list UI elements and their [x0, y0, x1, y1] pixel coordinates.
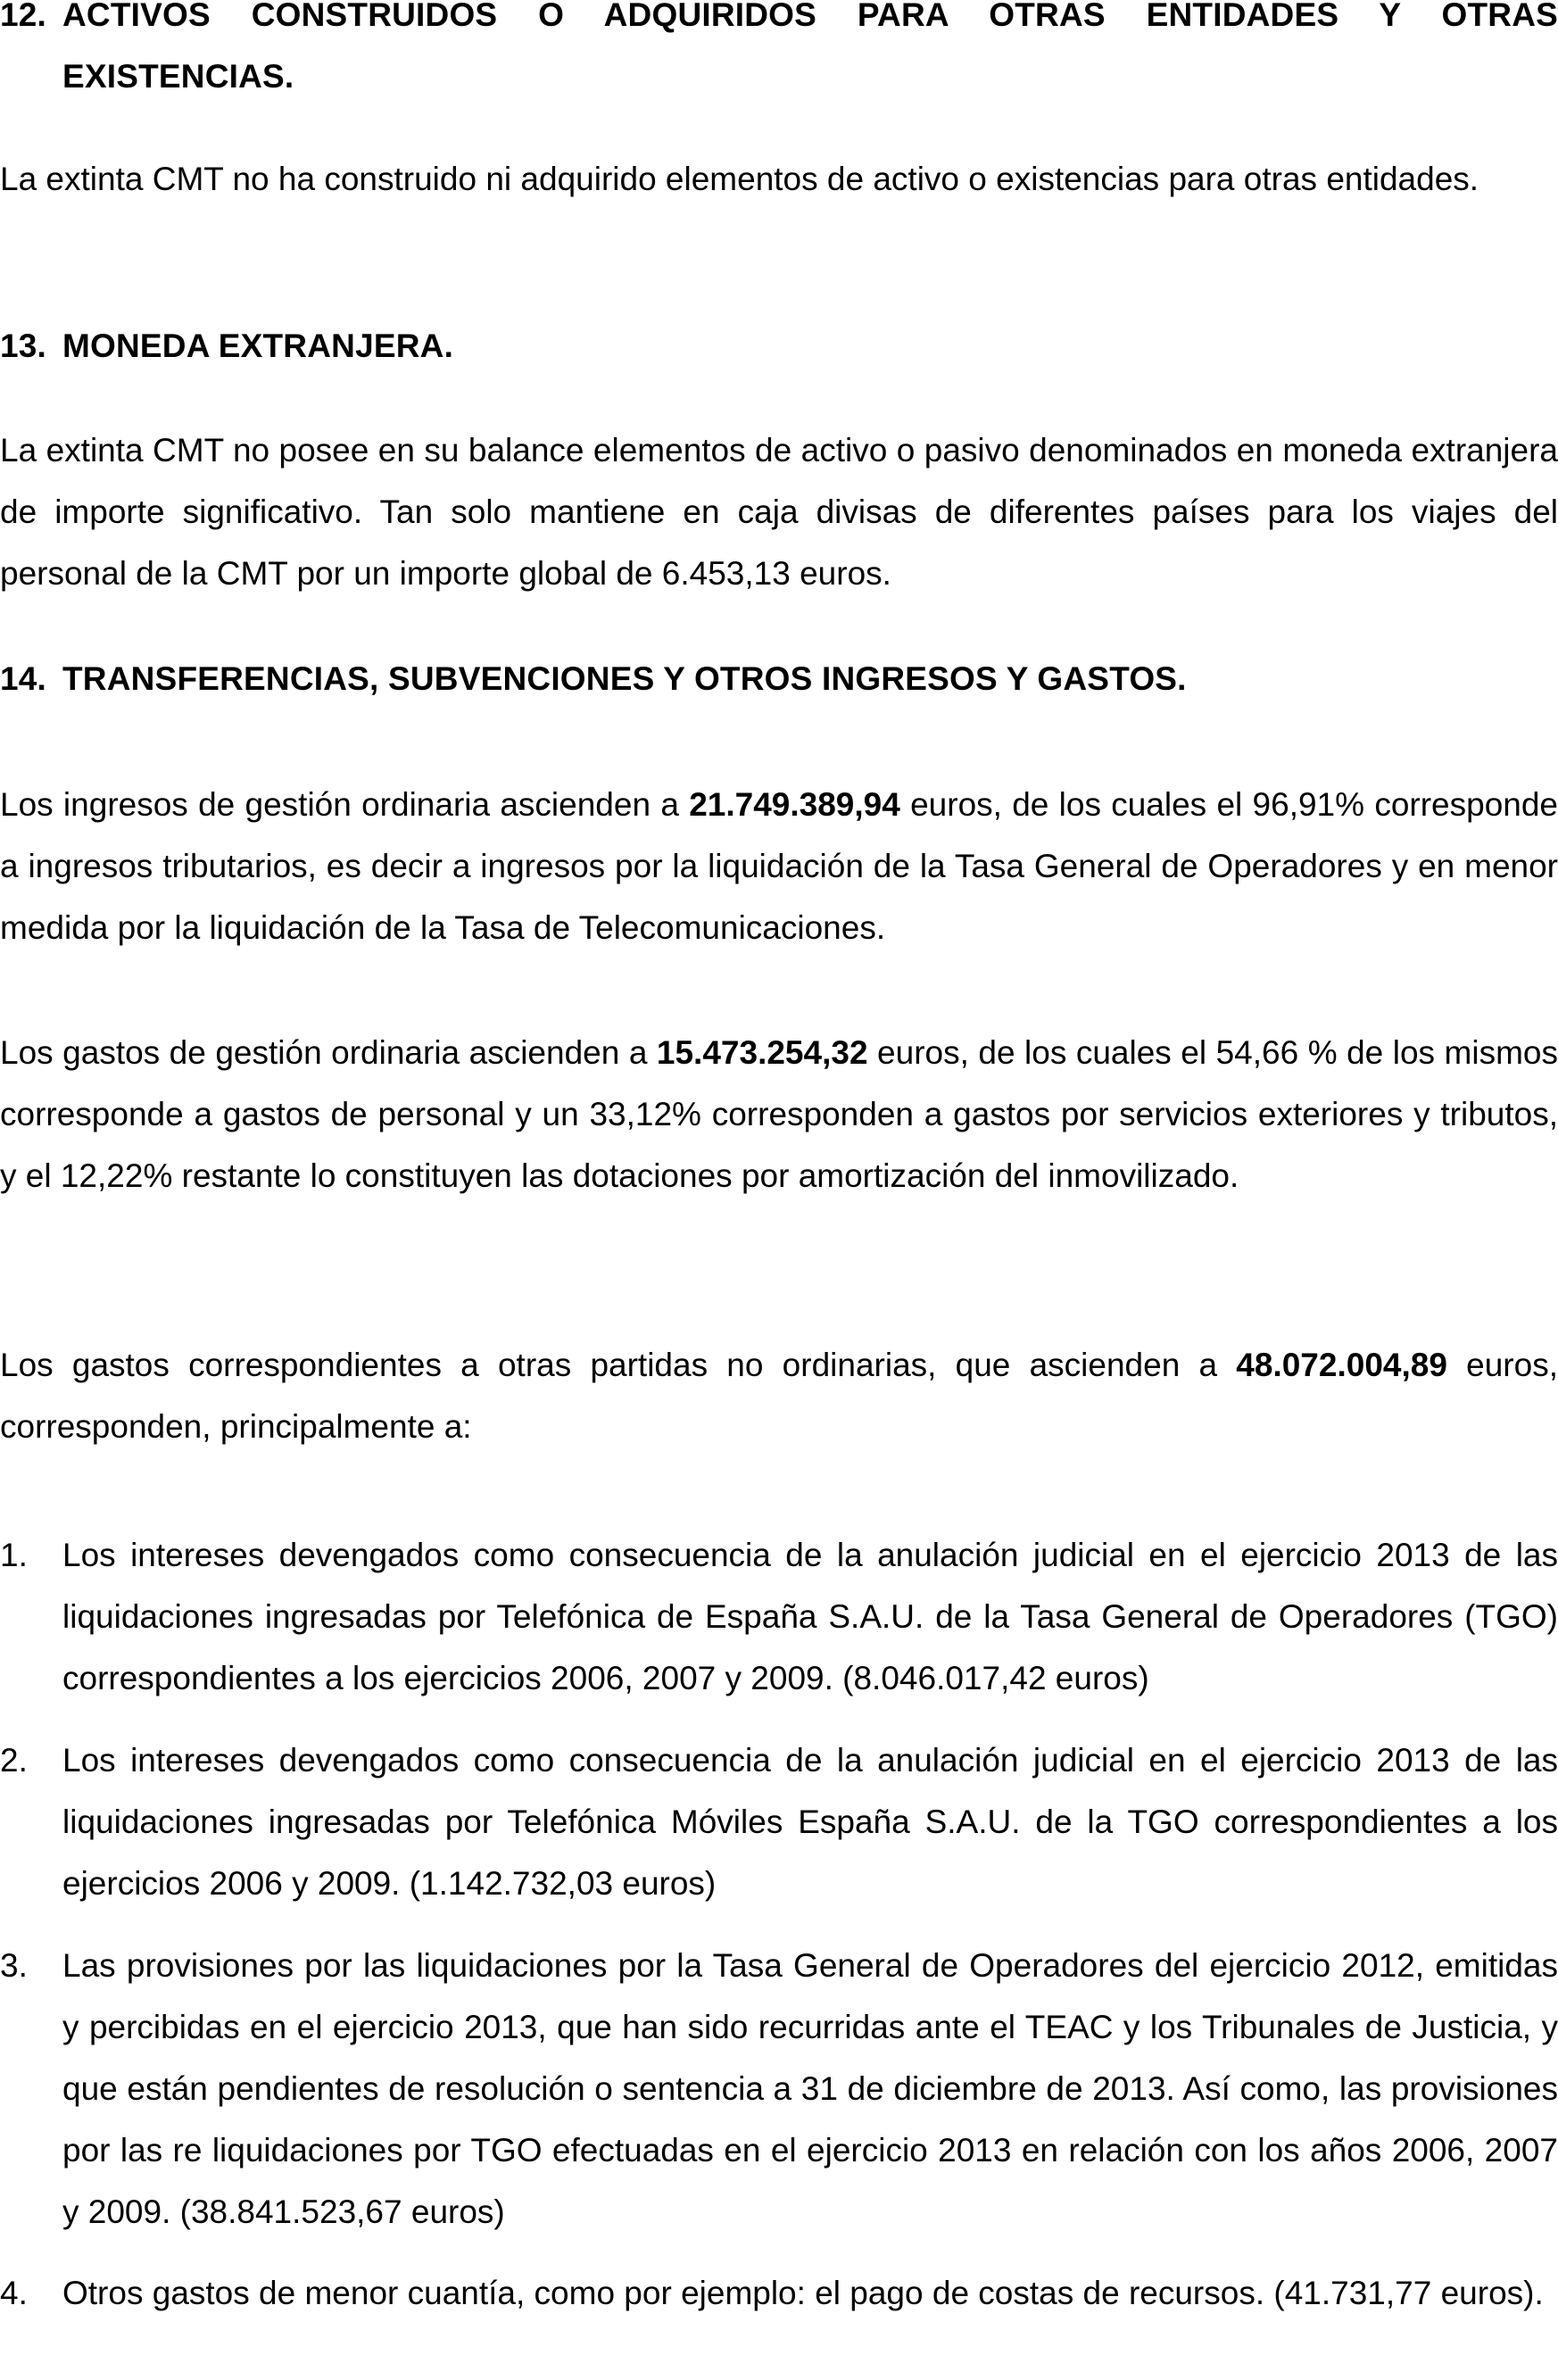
section-13-title: MONEDA EXTRANJERA.: [62, 328, 454, 364]
other-amount: 48.072.004,89: [1236, 1347, 1447, 1383]
income-text-before: Los ingresos de gestión ordinaria ascienden a: [0, 786, 690, 823]
section-12-number: 12.: [0, 0, 47, 33]
expenses-text-after: euros, de los cuales el 54,66 % de los mismos corresponde a gastos de personal y un 33,12% corresponden a gastos por servicios exteriores y tributos, y el 12,22% restante lo constituyen las dotaciones por amortización del inmovilizado.: [0, 1034, 1558, 1194]
list-item: [0, 2262, 1558, 2324]
list-item-text: Los intereses devengados como consecuencia de la anulación judicial en el ejercicio 2013 de las liquidaciones ingresadas por Telefónica de España S.A.U. de la Tasa General de Operadores (TGO) correspondientes a los ejercicios 2006, 2007 y 2009. (8.046.017,42 euros): [62, 1537, 1558, 1696]
section-14-title: TRANSFERENCIAS, SUBVENCIONES Y OTROS INGRESOS Y GASTOS.: [62, 660, 1187, 697]
expenses-text-before: Los gastos de gestión ordinaria ascienden a: [0, 1034, 657, 1071]
list-item-text: Las provisiones por las liquidaciones por la Tasa General de Operadores del ejercicio 2012, emitidas y percibidas en el ejercicio 2013, que han sido recurridas ante el TEAC y los Tribunales de Justicia, y que están pendientes de resolución o sentencia a 31 de diciembre de 2013. Así como, las provisiones por las re liquidaciones por TGO efectuadas en el ejercicio 2013 en relación con los años 2006, 2007 y 2009. (38.841.523,67 euros): [62, 1947, 1558, 2230]
other-text-after: euros, corresponden, principalmente a:: [0, 1347, 1558, 1445]
section-13-number: 13.: [0, 328, 47, 364]
section-13-paragraph: La extinta CMT no posee en su balance elementos de activo o pasivo denominados en moneda extranjera de importe significativo. Tan solo mantiene en caja divisas de diferentes países para los viajes del personal de la CMT por un importe global de 6.453,13 euros.: [0, 432, 1558, 592]
list-item-marker: 2.: [0, 1742, 28, 1779]
section-14-paragraph-income: [0, 774, 1558, 958]
section-14-number: 14.: [0, 660, 47, 697]
expenses-amount: 15.473.254,32: [656, 1034, 868, 1071]
list-item: [0, 1524, 1558, 1709]
section-12-heading-line1: [0, 0, 1558, 46]
list-item-text: Los intereses devengados como consecuencia de la anulación judicial en el ejercicio 2013 de las liquidaciones ingresadas por Telefónica Móviles España S.A.U. de la TGO correspondientes a los ejercicios 2006 y 2009. (1.142.732,03 euros): [62, 1742, 1558, 1902]
section-14-heading: [0, 648, 1558, 709]
section-12-heading: [0, 0, 1558, 107]
section-14-paragraph-other: [0, 1334, 1558, 1457]
section-12-paragraph: La extinta CMT no ha construido ni adquirido elementos de activo o existencias para otras entidades.: [0, 161, 1479, 197]
section-14-paragraph-expenses: [0, 1022, 1558, 1207]
income-amount: 21.749.389,94: [689, 786, 900, 823]
section-12-heading-line2: EXISTENCIAS.: [62, 58, 294, 95]
income-text-after: euros, de los cuales el 96,91% corresponde a ingresos tributarios, es decir a ingresos por la liquidación de la Tasa General de Operadores y en menor medida por la liquidación de la Tasa de Telecomunicaciones.: [0, 786, 1558, 946]
other-text-before: Los gastos correspondientes a otras partidas no ordinarias, que ascienden a: [0, 1347, 1237, 1383]
list-item-marker: 3.: [0, 1947, 28, 1984]
list-item: [0, 1729, 1558, 1914]
section-12-title-line1: ACTIVOS CONSTRUIDOS O ADQUIRIDOS PARA OTRAS ENTIDADES Y OTRAS: [62, 0, 1558, 33]
section-13-heading: [0, 315, 1558, 377]
list-item-marker: 4.: [0, 2275, 28, 2311]
list-item-marker: 1.: [0, 1537, 28, 1573]
list-item-text: Otros gastos de menor cuantía, como por ejemplo: el pago de costas de recursos. (41.731,77 euros).: [62, 2275, 1544, 2311]
list-item: [0, 1935, 1558, 2243]
